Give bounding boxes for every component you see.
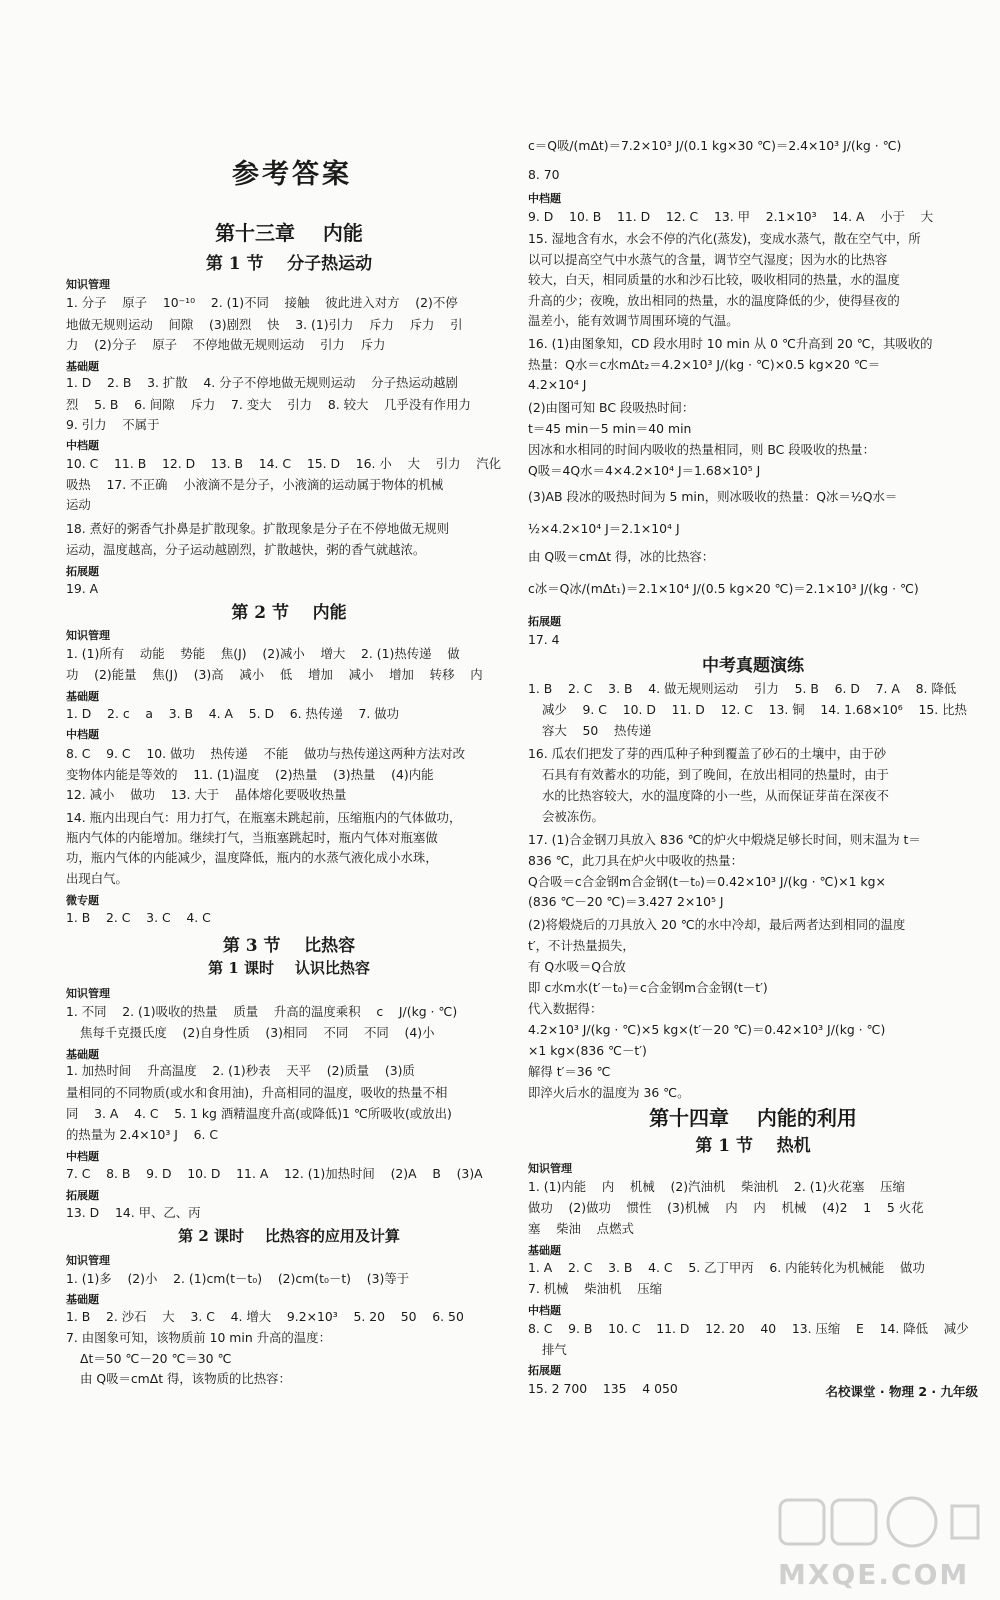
answer-line: 1. 分子 原子 10⁻¹⁰ 2. (1)不同 接触 彼此进入对方 (2)不停 [66,295,458,310]
answer-line: 10. C 11. B 12. D 13. B 14. C 15. D 16. 小 大 引力 汽化 [66,456,502,471]
question-category-label: 知识管理 [66,987,110,1000]
watermark-logo [772,1492,992,1592]
answer-line: 以可以提高空气中水蒸气的含量，调节空气湿度；因为水的比热容 [528,252,888,267]
lesson-heading: 第 2 课时 比热容的应用及计算 [178,1227,400,1245]
question-category-label: 中档题 [66,728,99,741]
answer-line: 15. 2 700 135 4 050 [528,1381,678,1396]
answer-line: Q合吸＝c合金钢m合金钢(t－t₀)＝0.42×10³ J/(kg · ℃)×1 kg× [528,874,886,889]
answer-line: 15. 湿地含有水，水会不停的汽化(蒸发)，变成水蒸气，散在空气中，所 [528,231,921,246]
answer-line: 1. (1)所有 动能 势能 焦(J) (2)减小 增大 2. (1)热传递 做 [66,646,460,661]
answer-line: 16. 瓜农们把发了芽的西瓜种子种到覆盖了砂石的土壤中，由于砂 [528,746,887,761]
answer-line: 的热量为 2.4×10³ J 6. C [66,1127,219,1142]
answer-line: 1. B 2. C 3. C 4. C [66,910,211,925]
answer-line: 吸热 17. 不正确 小液滴不是分子，小液滴的运动属于物体的机械 [66,477,444,492]
section-heading: 第 2 节 内能 [231,603,347,623]
answer-line: ½×4.2×10⁴ J＝2.1×10⁴ J [528,521,680,536]
answer-line: 18. 煮好的粥香气扑鼻是扩散现象。扩散现象是分子在不停地做无规则 [66,521,449,536]
answer-line: 836 ℃，此刀具在炉火中吸收的热量： [528,853,743,868]
answer-line: 地做无规则运动 间隙 (3)剧烈 快 3. (1)引力 斥力 斥力 引 [66,317,463,332]
section-heading: 第 1 节 分子热运动 [205,254,373,274]
answer-line: t＝45 min－5 min＝40 min [528,421,692,436]
answer-line: 7. 机械 柴油机 压缩 [528,1281,663,1296]
answer-line: 即 c水m水(t′－t₀)＝c合金钢m合金钢(t－t′) [528,980,768,995]
answer-line: 功，瓶内气体的内能减少，温度降低，瓶内的水蒸气液化成小水珠， [66,850,438,865]
book-footer: 名校课堂 · 物理 2 · 九年级 [825,1384,978,1399]
answer-line: 9. D 10. B 11. D 12. C 13. 甲 2.1×10³ 14. A 小于 大 [528,209,934,224]
question-category-label: 基础题 [66,690,99,703]
section-heading: 第 3 节 比热容 [222,936,356,956]
answer-line: 石具有有效蓄水的功能，到了晚间，在放出相同的热量时，由于 [542,767,889,782]
answer-line: 14. 瓶内出现白气：用力打气，在瓶塞未跳起前，压缩瓶内的气体做功， [66,810,462,825]
question-category-label: 拓展题 [66,1189,99,1202]
svg-text:MXQE.COM: MXQE.COM [778,1558,970,1591]
answer-line: 塞 柴油 点燃式 [528,1221,634,1236]
answer-line: 较大，白天，相同质量的水和沙石比较，吸收相同的热量，水的温度 [528,272,900,287]
question-category-label: 拓展题 [528,1364,561,1377]
question-category-label: 基础题 [528,1244,561,1257]
answer-line: 即淬火后水的温度为 36 ℃。 [528,1085,690,1100]
answer-line: 9. 引力 不属于 [66,417,160,432]
answer-line: 运动，温度越高，分子运动越剧烈，扩散越快，粥的香气就越浓。 [66,542,426,557]
answer-line: (2)将煅烧后的刀具放入 20 ℃的水中冷却，最后两者达到相同的温度 [528,917,906,932]
scan-top-strip [0,0,1000,110]
answer-line: 7. C 8. B 9. D 10. D 11. A 12. (1)加热时间 (2)A B (3)A [66,1166,483,1181]
answer-line: 1. 加热时间 升高温度 2. (1)秒表 天平 (2)质量 (3)质 [66,1063,415,1078]
question-category-label: 基础题 [66,1293,99,1306]
answer-line: (3)AB 段冰的吸热时间为 5 min，则冰吸收的热量：Q冰＝½Q水＝ [528,489,898,504]
answer-line: 烈 5. B 6. 间隙 斥力 7. 变大 引力 8. 较大 几乎没有作用力 [66,397,471,412]
chapter-heading: 第十四章 内能的利用 [649,1106,857,1130]
answer-line: 升高的少；夜晚，放出相同的热量，水的温度降低的少，使得昼夜的 [528,293,900,308]
section-heading: 第 1 节 热机 [695,1136,811,1156]
answer-line: 16. (1)由图象知，CD 段水用时 10 min 从 0 ℃升高到 20 ℃，其吸收的 [528,336,933,351]
answer-line: 有 Q水吸＝Q合放 [528,959,626,974]
answer-line: 运动 [66,497,91,512]
answer-line: 温差小，能有效调节周围环境的气温。 [528,313,739,328]
answer-line: 1. (1)多 (2)小 2. (1)cm(t－t₀) (2)cm(t₀－t) (3)等于 [66,1271,410,1286]
page-title: 参考答案 [232,159,352,190]
answer-line: 热量：Q水＝c水mΔt₂＝4.2×10³ J/(kg · ℃)×0.5 kg×20 ℃＝ [528,357,881,372]
answer-line: 减少 9. C 10. D 11. D 12. C 13. 铜 14. 1.68×10⁶ 15. 比热 [542,702,967,717]
answer-line: 排气 [542,1342,567,1357]
answer-line: 19. A [66,581,99,596]
answer-line: 会被冻伤。 [542,809,604,824]
answer-line: 解得 t′＝36 ℃ [528,1064,611,1079]
answer-line: 8. C 9. B 10. C 11. D 12. 20 40 13. 压缩 E 14. 降低 减少 [528,1321,969,1336]
question-category-label: 中档题 [528,192,561,205]
answer-line: 容大 50 热传递 [542,723,652,738]
answer-line: 出现白气。 [66,871,128,886]
question-category-label: 知识管理 [66,278,110,291]
answer-line: 1. D 2. B 3. 扩散 4. 分子不停地做无规则运动 分子热运动越剧 [66,375,458,390]
answer-line: 做功 (2)做功 惯性 (3)机械 内 内 机械 (4)2 1 5 火花 [528,1200,924,1215]
answer-line: 量相同的不同物质(或水和食用油)，升高相同的温度，吸收的热量不相 [66,1085,448,1100]
answer-line: 13. D 14. 甲、乙、丙 [66,1205,201,1220]
answer-line: 17. 4 [528,632,560,647]
answer-line: 焦每千克摄氏度 (2)自身性质 (3)相同 不同 不同 (4)小 [80,1025,435,1040]
answer-line: 水的比热容较大，水的温度降的小一些，从而保证芽苗在深夜不 [542,788,889,803]
question-category-label: 知识管理 [66,629,110,642]
answer-line: 8. 70 [528,167,560,182]
answer-line: 1. D 2. c a 3. B 4. A 5. D 6. 热传递 7. 做功 [66,706,400,721]
question-category-label: 中档题 [66,1150,99,1163]
answer-line: 功 (2)能量 焦(J) (3)高 减小 低 增加 减小 增加 转移 内 [66,667,483,682]
answer-line: 1. B 2. 沙石 大 3. C 4. 增大 9.2×10³ 5. 20 50 6. 50 [66,1309,464,1324]
answer-line: 8. C 9. C 10. 做功 热传递 不能 做功与热传递这两种方法对改 [66,746,466,761]
question-category-label: 基础题 [66,360,99,373]
answer-line: 力 (2)分子 原子 不停地做无规则运动 引力 斥力 [66,337,386,352]
answer-line: 17. (1)合金钢刀具放入 836 ℃的炉火中煅烧足够长时间，则末温为 t＝ [528,832,921,847]
answer-line: Δt＝50 ℃－20 ℃＝30 ℃ [80,1351,232,1366]
answer-line: 1. 不同 2. (1)吸收的热量 质量 升高的温度乘积 c J/(kg · ℃) [66,1004,458,1019]
section-heading: 中考真题演练 [702,656,804,676]
answer-line: 7. 由图象可知，该物质前 10 min 升高的温度： [66,1330,331,1345]
question-category-label: 拓展题 [66,565,99,578]
question-category-label: 知识管理 [66,1254,110,1267]
question-category-label: 基础题 [66,1048,99,1061]
answer-line: 因冰和水相同的时间内吸收的热量相同，则 BC 段吸收的热量： [528,442,875,457]
answer-line: 同 3. A 4. C 5. 1 kg 酒精温度升高(或降低)1 ℃所吸收(或放出) [66,1106,452,1121]
answer-line: c冰＝Q冰/(mΔt₁)＝2.1×10⁴ J/(0.5 kg×20 ℃)＝2.1×10³ J/(kg · ℃) [528,581,919,596]
answer-line: 1. A 2. C 3. B 4. C 5. 乙丁甲丙 6. 内能转化为机械能 做功 [528,1260,925,1275]
answer-line: (2)由图可知 BC 段吸热时间： [528,400,695,415]
question-category-label: 拓展题 [528,615,561,628]
answer-line: 由 Q吸＝cmΔt 得，冰的比热容： [528,549,715,564]
answer-line: 瓶内气体的内能增加。继续打气，当瓶塞跳起时，瓶内气体对瓶塞做 [66,830,438,845]
question-category-label: 中档题 [528,1304,561,1317]
question-category-label: 知识管理 [528,1162,572,1175]
answer-line: 1. B 2. C 3. B 4. 做无规则运动 引力 5. B 6. D 7. A 8. 降低 [528,681,957,696]
question-category-label: 微专题 [66,894,99,907]
answer-line: 12. 减小 做功 13. 大于 晶体熔化要吸收热量 [66,787,347,802]
answer-line: 1. (1)内能 内 机械 (2)汽油机 柴油机 2. (1)火花塞 压缩 [528,1179,905,1194]
answer-line: 变物体内能是等效的 11. (1)温度 (2)热量 (3)热量 (4)内能 [66,767,434,782]
answer-line: 4.2×10⁴ J [528,377,587,392]
answer-line: 由 Q吸＝cmΔt 得，该物质的比热容： [80,1371,291,1386]
answer-line: c＝Q吸/(mΔt)＝7.2×10³ J/(0.1 kg×30 ℃)＝2.4×10³ J/(kg · ℃) [528,138,902,153]
answer-line: 代入数据得： [528,1001,603,1016]
answer-line: 4.2×10³ J/(kg · ℃)×5 kg×(t′－20 ℃)＝0.42×10³ J/(kg · ℃) [528,1022,886,1037]
lesson-heading: 第 1 课时 认识比热容 [208,959,370,977]
answer-line: Q吸＝4Q水＝4×4.2×10⁴ J＝1.68×10⁵ J [528,463,761,478]
answer-line: t′，不计热量损失， [528,938,635,953]
answer-line: (836 ℃－20 ℃)＝3.427 2×10⁵ J [528,894,724,909]
chapter-heading: 第十三章 内能 [215,221,363,245]
question-category-label: 中档题 [66,439,99,452]
answer-line: ×1 kg×(836 ℃－t′) [528,1043,647,1058]
